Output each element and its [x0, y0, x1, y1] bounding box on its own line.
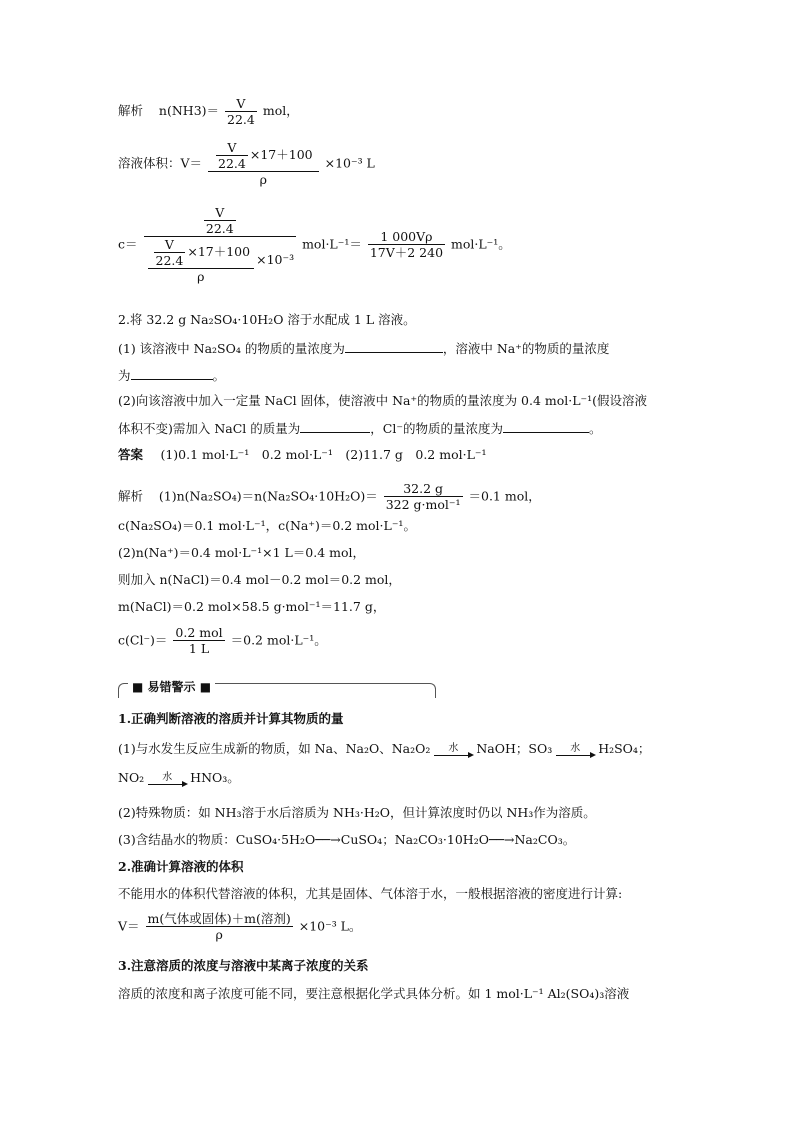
q2-solution-3: (2)n(Na⁺)＝0.4 mol·L⁻¹×1 L＝0.4 mol，: [118, 545, 366, 560]
c-big-fraction: [144, 205, 297, 284]
w1-b: NaOH；SO₃: [476, 741, 553, 756]
jiexi-n-nh3-line: [118, 96, 299, 127]
n-den: 22.4: [227, 112, 255, 127]
q2-part2-line1: (2)向该溶液中加入一定量 NaCl 固体，使溶液中 Na⁺的物质的量浓度为 0.4 mol·L⁻¹(假设溶液: [118, 393, 648, 408]
vol-label: 溶液体积：V＝: [118, 155, 203, 171]
s6-left: c(Cl⁻)＝: [118, 632, 168, 648]
w1-d: NO₂: [118, 770, 145, 785]
c-bot-num: V: [154, 237, 186, 253]
q2-jiexi-label: 解析: [118, 488, 144, 504]
jiexi-label: 解析: [118, 103, 144, 118]
s6-den: 1 L: [188, 641, 210, 656]
vol-inner-fraction: [216, 140, 248, 171]
c-top-den: 22.4: [205, 221, 234, 236]
c-result-fraction: [368, 229, 445, 260]
c-bot-fraction: [148, 237, 255, 284]
water-label-3: 水: [162, 771, 173, 783]
q2-p1-b: ，溶液中 Na⁺的物质的量浓度: [442, 341, 610, 356]
v2-left: V＝: [118, 918, 140, 934]
q2-part1-line1: [118, 340, 609, 357]
q2-part2-line2: [118, 420, 601, 437]
vol-inner-tail: ×17＋100: [249, 147, 313, 162]
q2-solution-2: c(Na₂SO₄)＝0.1 mol·L⁻¹，c(Na⁺)＝0.2 mol·L⁻¹。: [118, 518, 416, 533]
c-res-den: 17V＋2 240: [369, 245, 444, 260]
c-bot-num-wrap: [148, 237, 255, 269]
c-big-den: [144, 237, 297, 284]
v2-fraction: [146, 911, 293, 942]
volume-formula: [118, 911, 361, 942]
vol-fraction: [208, 140, 319, 187]
warning-heading-2: 2.准确计算溶液的体积: [118, 859, 244, 874]
water-label-2: 水: [570, 742, 581, 754]
w1-a: (1)与水发生反应生成新的物质，如 Na、Na₂O、Na₂O₂: [118, 741, 431, 756]
answer-text: (1)0.1 mol·L⁻¹ 0.2 mol·L⁻¹ (2)11.7 g 0.2 mol·L⁻¹: [160, 447, 487, 462]
q2-intro: 2.将 32.2 g Na₂SO₄·10H₂O 溶于水配成 1 L 溶液。: [118, 312, 416, 327]
answer-blank-2[interactable]: [131, 367, 213, 380]
w1-e: HNO₃。: [190, 770, 240, 785]
warning-item-2: (2)特殊物质：如 NH₃溶于水后溶质为 NH₃·H₂O，但计算浓度时仍以 NH₃作为溶质。: [118, 805, 596, 820]
w1-c: H₂SO₄；: [598, 741, 651, 756]
s1-right: ＝0.1 mol，: [468, 488, 541, 504]
warning-item-1: [118, 741, 650, 757]
s6-num: 0.2 mol: [175, 625, 223, 640]
answer-blank-1[interactable]: [345, 340, 443, 353]
q2-solution-4: 则加入 n(NaCl)＝0.4 mol－0.2 mol＝0.2 mol，: [118, 572, 401, 587]
c-bot-inner-fraction: [154, 237, 186, 268]
volume-note: 不能用水的体积代替溶液的体积，尤其是固体、气体溶于水，一般根据溶液的密度进行计算:: [118, 886, 623, 901]
q2-p1-end: 。: [212, 368, 226, 383]
water-arrow-1: [434, 744, 472, 756]
n-num: V: [225, 96, 257, 112]
c-left: c＝: [118, 236, 138, 252]
warning-title: 易错警示: [147, 680, 196, 694]
ion-note: 溶质的浓度和离子浓度可能不同，要注意根据化学式具体分析。如 1 mol·L⁻¹ Al₂(SO₄)₃溶液: [118, 986, 630, 1001]
c-res-num: 1 000Vρ: [368, 229, 445, 245]
q2-p2-b: 体积不变)需加入 NaCl 的质量为: [118, 421, 301, 436]
answer-blank-3[interactable]: [300, 420, 370, 433]
s1-left: (1)n(Na₂SO₄)＝n(Na₂SO₄·10H₂O)＝: [158, 488, 378, 504]
c-bot-den: 22.4: [155, 253, 184, 268]
v2-den: ρ: [215, 927, 223, 942]
vol-inner-num: V: [216, 140, 248, 156]
q2-p1-a: (1) 该溶液中 Na₂SO₄ 的物质的量浓度为: [118, 341, 345, 356]
vol-num: [208, 140, 319, 172]
c-bot-mult: ×10⁻³: [256, 252, 295, 267]
s1-fraction: [384, 481, 463, 512]
water-label-1: 水: [448, 742, 459, 754]
v2-num: m(气体或固体)＋m(溶剂): [147, 911, 291, 926]
q2-part1-line2: [118, 367, 225, 384]
warning-header: ■ 易错警示 ■: [128, 678, 215, 695]
c-bot-tail: ×17＋100: [187, 244, 251, 259]
warning-heading-3: 3.注意溶质的浓度与溶液中某离子浓度的关系: [118, 958, 369, 973]
water-arrow-3: [148, 773, 186, 785]
warning-item-3: (3)含结晶水的物质：CuSO₄·5H₂O──→CuSO₄；Na₂CO₃·10H₂O──→Na₂CO₃。: [118, 832, 576, 847]
q2-solution-6: [118, 625, 327, 656]
answer-blank-4[interactable]: [503, 420, 589, 433]
s1-num: 32.2 g: [384, 481, 463, 497]
warning-heading-1: 1.正确判断溶液的溶质并计算其物质的量: [118, 711, 344, 726]
c-unit2: mol·L⁻¹。: [451, 236, 511, 252]
c-top-fraction: [204, 205, 236, 236]
vol-inner-den: 22.4: [218, 156, 246, 171]
warning-item-1-cont: [118, 770, 240, 786]
volume-line: [118, 140, 375, 187]
answer-line: [118, 447, 487, 463]
n-unit: mol，: [262, 103, 299, 118]
n-eq-left: n(NH3)＝: [158, 103, 220, 118]
water-arrow-2: [556, 744, 594, 756]
q2-solution-1: [118, 481, 541, 512]
c-line: [118, 205, 511, 284]
q2-solution-5: m(NaCl)＝0.2 mol×58.5 g·mol⁻¹＝11.7 g，: [118, 599, 386, 614]
q2-p2-c: ，Cl⁻的物质的量浓度为: [370, 421, 503, 436]
s6-right: ＝0.2 mol·L⁻¹。: [230, 632, 327, 648]
v2-right: ×10⁻³ L。: [298, 918, 362, 934]
q2-p2-end: 。: [588, 421, 602, 436]
s6-fraction: [173, 625, 224, 656]
q2-p1-c: 为: [118, 368, 131, 383]
vol-rho: ρ: [259, 172, 267, 187]
vol-tail: ×10⁻³ L: [324, 155, 375, 171]
c-unit1: mol·L⁻¹＝: [302, 236, 362, 252]
c-top-num: V: [204, 205, 236, 221]
c-bot-rho: ρ: [197, 269, 205, 284]
s1-den: 322 g·mol⁻¹: [385, 497, 461, 512]
answer-label: 答案: [118, 447, 144, 462]
n-fraction: [225, 96, 257, 127]
c-big-num: [144, 205, 297, 237]
